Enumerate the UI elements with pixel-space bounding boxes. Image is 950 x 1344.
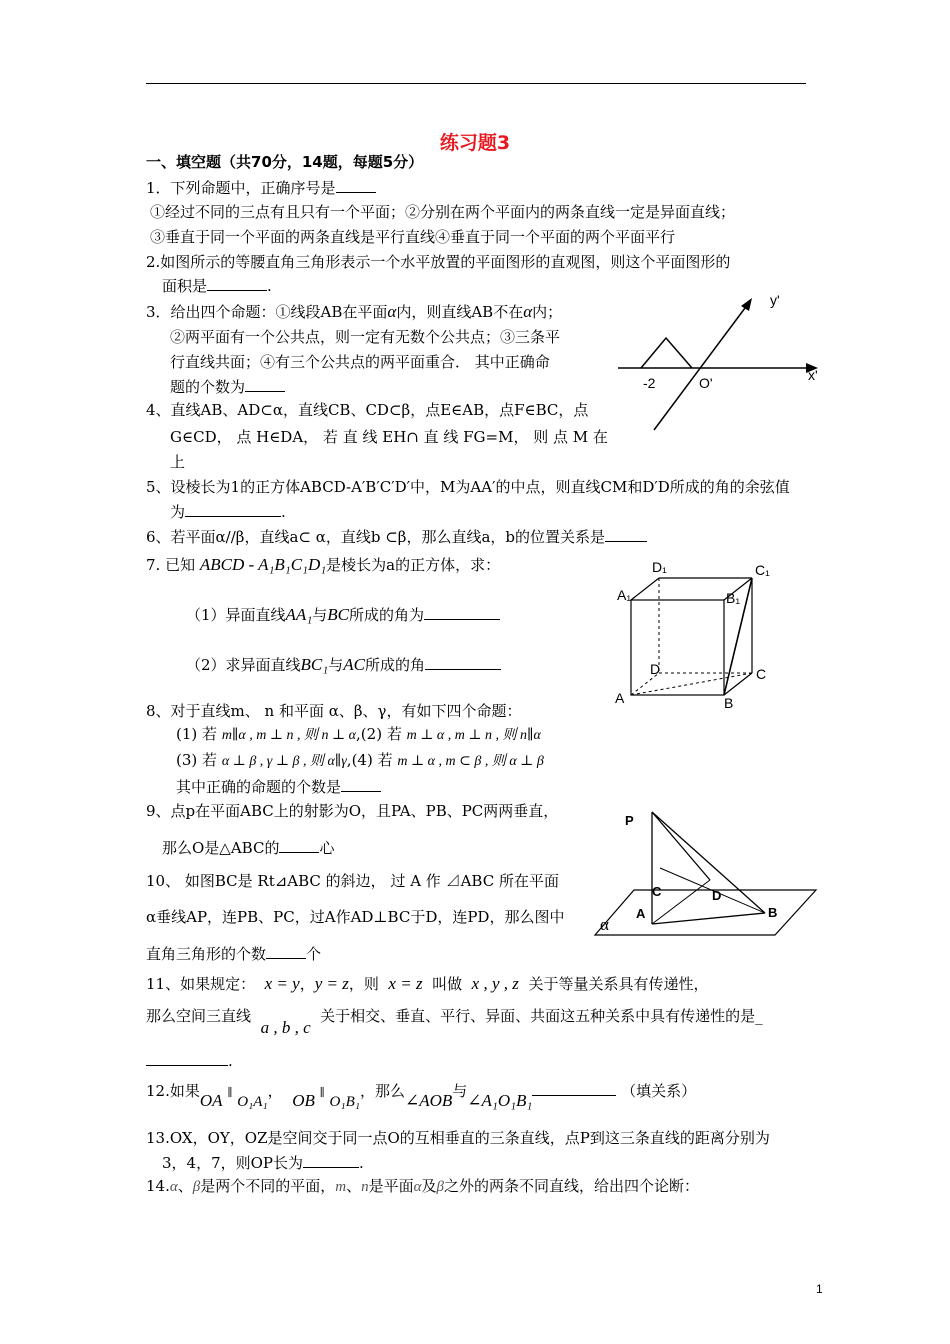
q7-part1: （1）异面直线AA₁与BC所成的角为	[186, 605, 500, 625]
q10-line1: 10、 如图BC是 Rt⊿ABC 的斜边， 过 A 作 ⊿ABC 所在平面	[146, 872, 559, 890]
page-title: 练习题3	[439, 132, 511, 154]
q2-line1: 2.如图所示的等腰直角三角形表示一个水平放置的平面图形的直观图，则这个平面图形的	[146, 253, 731, 271]
q1-line2: ①经过不同的三点有且只有一个平面；②分别在两个平面内的两条直线一定是异面直线；	[150, 203, 736, 221]
q9-line2: 那么O是△ABC的 心	[162, 839, 335, 857]
q11-line1: 11、如果规定： x = y，y = z，则 x = z 叫做 x , y , z 关于等量关系具有传递性，	[146, 974, 709, 993]
q11-line2: 那么空间三直线 a , b , c 关于相交、垂直、平行、异面、共面这五种关系中具有传递性的是_	[146, 1007, 763, 1037]
segment-ab	[652, 913, 765, 924]
label-alpha: α	[600, 915, 609, 934]
q4-line1: 4、直线AB、AD⊂α，直线CB、CD⊂β，点E∈AB，点F∈BC，点	[146, 401, 589, 419]
label-p: P	[625, 813, 634, 828]
q1-line3: ③垂直于同一个平面的两条直线是平行直线④垂直于同一个平面的两个平面平行	[150, 228, 676, 246]
label-a1: A₁	[617, 587, 632, 603]
q7-line1: 7. 已知 ABCD - A₁B₁C₁D₁是棱长为a的正方体，求：	[146, 555, 501, 574]
label-c: C	[652, 884, 662, 899]
x-axis-label: x'	[808, 367, 818, 383]
q3-line4: 题的个数为	[170, 377, 285, 397]
label-d: D	[650, 661, 661, 677]
y-axis-label: y'	[770, 292, 780, 308]
q10-line3: 直角三角形的个数 个	[146, 945, 322, 963]
origin-label: O'	[699, 375, 713, 391]
q9-line1: 9、点p在平面ABC上的射影为O，且PA、PB、PC两两垂直，	[146, 802, 559, 820]
page-number: 1	[816, 1282, 823, 1296]
neg-two-label: -2	[643, 375, 656, 391]
q12-line1: 12.如果OA ∥ O₁A₁， OB ∥ O₁B₁，那么∠AOB与∠A₁O₁B₁ （填关系）	[146, 1082, 697, 1110]
q8-props-1-2: (1) 若 m∥α , m ⊥ n , 则 n ⊥ α,(2) 若 m ⊥ α , m ⊥ n , 则 n∥α	[176, 725, 541, 743]
segment-pb	[652, 812, 765, 913]
label-d1: D₁	[652, 559, 667, 575]
label-c: C	[756, 666, 767, 682]
q3-line3: 行直线共面；④有三个公共点的两平面重合． 其中正确命	[170, 353, 550, 371]
plane-alpha	[595, 890, 816, 935]
q5-line1: 5、设棱长为1的正方体ABCD-A′B′C′D′中，M为AA′的中点，则直线CM和D′D所成的角的余弦值	[146, 478, 790, 496]
q4-line3: 上	[170, 453, 186, 471]
segment-pd	[652, 812, 710, 880]
q14-line1: 14.α、β是两个不同的平面，m、n是平面α及β之外的两条不同直线，给出四个论断：	[146, 1177, 700, 1195]
q13-line1: 13.OX，OY，OZ是空间交于同一点O的互相垂直的三条直线，点P到这三条直线的距离分别为	[146, 1129, 770, 1147]
q10-answer-blank[interactable]	[266, 944, 306, 959]
q7-part2: （2）求异面直线BC₁与AC所成的角	[186, 655, 501, 675]
label-a: A	[615, 690, 625, 706]
q12-answer-blank[interactable]	[532, 1081, 616, 1096]
q8-props-3-4: (3) 若 α ⊥ β , γ ⊥ β , 则 α∥γ,(4) 若 m ⊥ α , m ⊂ β , 则 α ⊥ β	[176, 751, 544, 769]
label-b1: B₁	[726, 590, 741, 606]
q13-answer-blank[interactable]	[303, 1153, 359, 1168]
label-d: D	[712, 888, 722, 903]
label-c1: C₁	[755, 562, 770, 578]
q8-line1: 8、对于直线m、 n 和平面 α、β、γ，有如下四个命题：	[146, 702, 522, 720]
section-heading: 一、填空题（共70分，14题，每题5分）	[146, 153, 424, 171]
q13-line2: 3，4，7，则OP长为 .	[162, 1154, 364, 1172]
label-b: B	[724, 695, 734, 711]
q3-line2: ②两平面有一个公共点，则一定有无数个公共点；③三条平	[170, 328, 561, 346]
q3-line1: 3．给出四个命题：①线段AB在平面α内，则直线AB不在α内；	[146, 302, 563, 321]
q8-line4: 其中正确的命题的个数是	[176, 777, 381, 797]
q2-line2: 面积是 .	[162, 277, 272, 295]
q11-answer-blank[interactable]	[146, 1051, 228, 1066]
q1-stem: 1．下列命题中，正确序号是	[146, 178, 376, 198]
q11-line3: .	[146, 1051, 233, 1071]
label-a: A	[636, 906, 646, 921]
label-b: B	[768, 905, 778, 920]
q5-line2: 为 .	[170, 503, 286, 521]
q10-line2: α垂线AP，连PB、PC，过A作AD⊥BC于D，连PD，那么图中	[146, 908, 565, 926]
q4-line2: G∈CD， 点 H∈DA， 若 直 线 EH∩ 直 线 FG=M， 则 点 M 在	[170, 428, 608, 446]
q6-line1: 6、若平面α//β，直线a⊂ α，直线b ⊂β，那么直线a，b的位置关系是	[146, 527, 647, 547]
